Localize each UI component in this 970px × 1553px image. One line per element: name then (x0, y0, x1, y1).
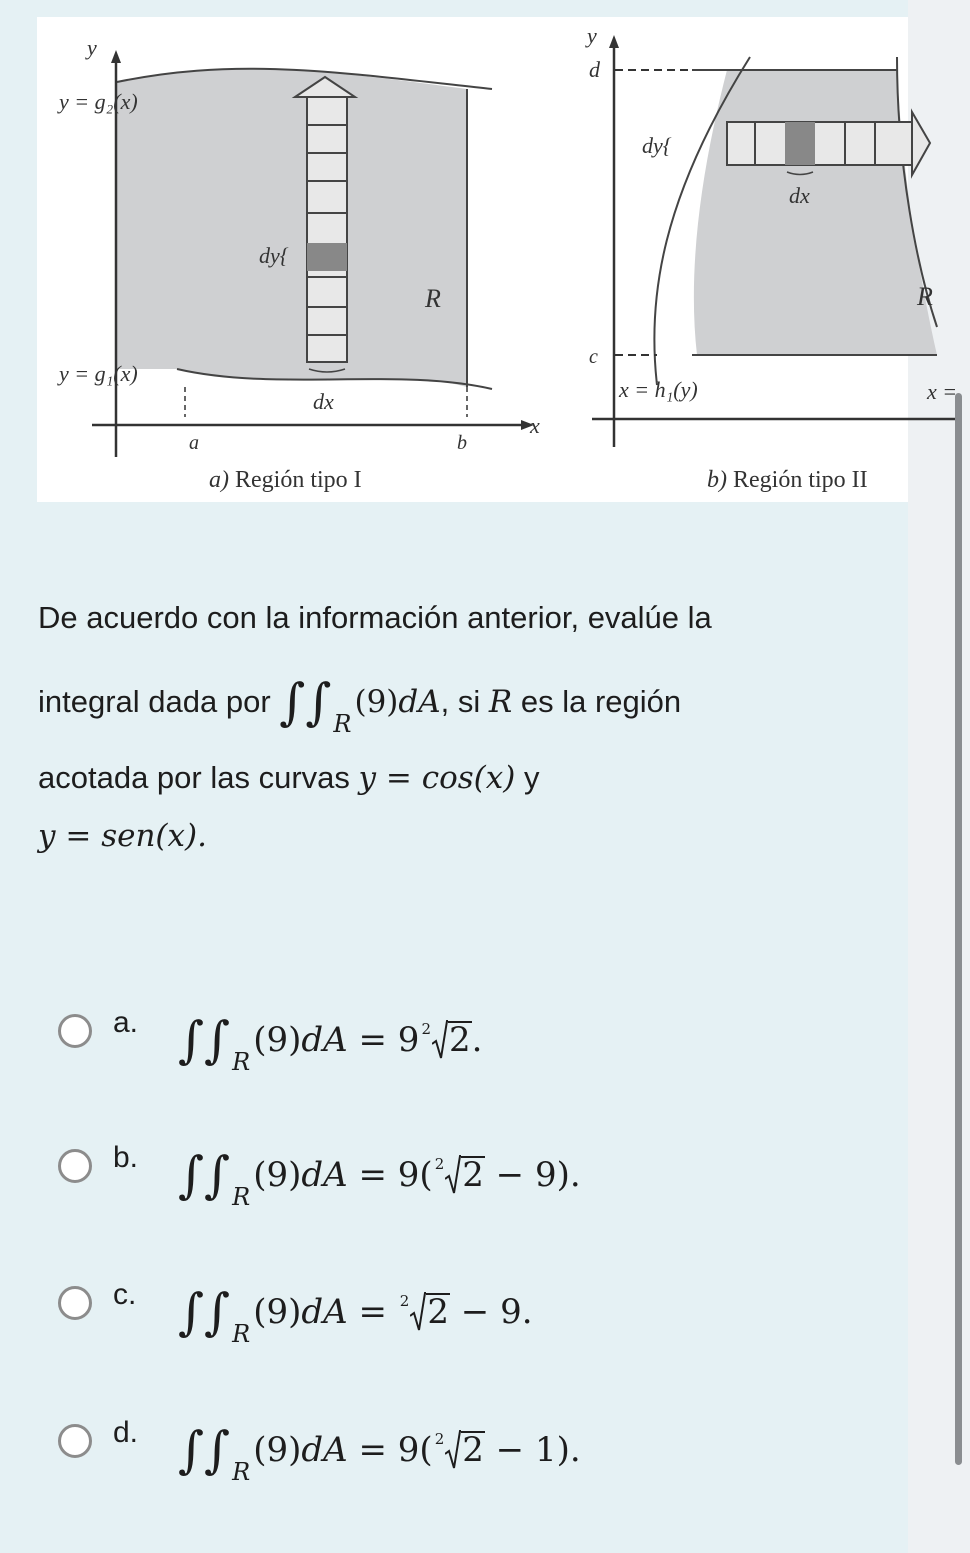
differential: dA (398, 684, 441, 720)
integrand: (9) (253, 1292, 302, 1332)
equals-part: = 9( (347, 1430, 433, 1470)
suffix: − 1). (484, 1430, 581, 1470)
differential: dA (301, 1155, 348, 1195)
answer-option-d[interactable] (56, 1410, 776, 1510)
integral-subscript: R (232, 1320, 251, 1348)
question-line-1: De acuerdo con la información anterior, evalúe la (38, 600, 712, 635)
region-r-fill (117, 69, 467, 387)
differential: dA (301, 1020, 348, 1060)
diagram-type-1 (57, 35, 540, 493)
double-integral-icon: ∫∫ (178, 1010, 231, 1069)
root-index: 2 (434, 1430, 445, 1448)
radicand: 2 (462, 1430, 484, 1470)
dy-label-2: dy{ (642, 133, 672, 158)
question-line-3 (38, 760, 539, 796)
upper-curve-label: y = g₂(x) (59, 89, 138, 114)
integral-subscript: R (232, 1048, 251, 1076)
radicand: 2 (448, 1020, 471, 1060)
d-label: d (589, 57, 600, 82)
radical-icon (410, 1292, 426, 1332)
curve-2: y = sen(x). (38, 818, 207, 854)
differential: dA (301, 1292, 348, 1332)
radicand: 2 (427, 1292, 449, 1332)
dx-label-2: dx (789, 183, 810, 208)
integrand: (9) (354, 684, 399, 720)
region-figure (37, 17, 970, 502)
curve-1: y = cos(x) (358, 760, 516, 796)
root-index: 2 (421, 1020, 431, 1038)
equals-part: = (347, 1292, 398, 1332)
option-letter: d. (113, 1416, 139, 1449)
integrand: (9) (253, 1430, 302, 1470)
option-formula (178, 1272, 533, 1352)
equals-part: = 9( (347, 1155, 433, 1195)
double-integral-icon: ∫∫ (178, 1282, 231, 1341)
radical-icon (432, 1020, 448, 1060)
region-symbol: R (488, 684, 513, 720)
radio-button[interactable] (58, 1286, 92, 1320)
integrand: (9) (253, 1020, 302, 1060)
answer-option-c[interactable] (56, 1272, 776, 1372)
option-formula (178, 1000, 482, 1080)
question-text: integral dada por (38, 684, 271, 719)
option-formula (178, 1410, 581, 1490)
dy-label: dy{ (259, 243, 289, 268)
radio-button[interactable] (58, 1149, 92, 1183)
question-line-2 (38, 662, 681, 742)
answer-option-a[interactable] (56, 1000, 776, 1100)
root (435, 1430, 485, 1470)
x-axis-label: x (530, 413, 540, 438)
option-letter: c. (113, 1278, 137, 1311)
integral-subscript: R (333, 710, 352, 738)
differential: dA (301, 1430, 348, 1470)
y-axis-label-2: y (587, 23, 597, 48)
scrollbar[interactable] (955, 393, 962, 1465)
integral-subscript: R (232, 1458, 251, 1486)
double-integral-icon: ∫∫ (178, 1145, 231, 1204)
integrand: (9) (253, 1155, 302, 1195)
suffix: − 9. (449, 1292, 533, 1332)
radical-icon (445, 1155, 461, 1195)
suffix: . (471, 1020, 483, 1060)
dx-label: dx (313, 389, 334, 414)
b-label: b (457, 432, 467, 454)
caption-type-1: a) Región tipo I (209, 467, 362, 493)
c-label: c (589, 346, 598, 368)
y-axis-label: y (87, 35, 97, 60)
radio-button[interactable] (58, 1014, 92, 1048)
horizontal-strip (727, 112, 930, 175)
root (435, 1155, 485, 1195)
equals-part: = 9 (347, 1020, 420, 1060)
left-curve-label: x = h₁(y) (619, 377, 698, 402)
root (400, 1292, 450, 1332)
a-label: a (189, 432, 199, 454)
double-integral-icon: ∫∫ (279, 672, 332, 731)
radicand: 2 (462, 1155, 484, 1195)
question-text: y (523, 760, 540, 795)
option-letter: b. (113, 1141, 139, 1174)
option-formula (178, 1135, 581, 1215)
region-r-label-2: R (917, 282, 933, 311)
question-text: , si (440, 684, 481, 719)
root-index: 2 (399, 1292, 410, 1310)
integral-subscript: R (232, 1183, 251, 1211)
suffix: − 9). (484, 1155, 581, 1195)
caption-type-2: b) Región tipo II (707, 467, 868, 493)
region-r-label: R (425, 284, 441, 313)
root-index: 2 (434, 1155, 445, 1173)
root (421, 1020, 471, 1060)
radical-icon (445, 1430, 461, 1470)
question-text: acotada por las curvas (38, 760, 350, 795)
option-letter: a. (113, 1006, 139, 1039)
question-text: es la región (520, 684, 682, 719)
right-curve-label: x = (927, 379, 958, 404)
answer-option-b[interactable] (56, 1135, 776, 1235)
radio-button[interactable] (58, 1424, 92, 1458)
double-integral-icon: ∫∫ (178, 1420, 231, 1479)
lower-curve-label: y = g₁(x) (59, 361, 138, 386)
